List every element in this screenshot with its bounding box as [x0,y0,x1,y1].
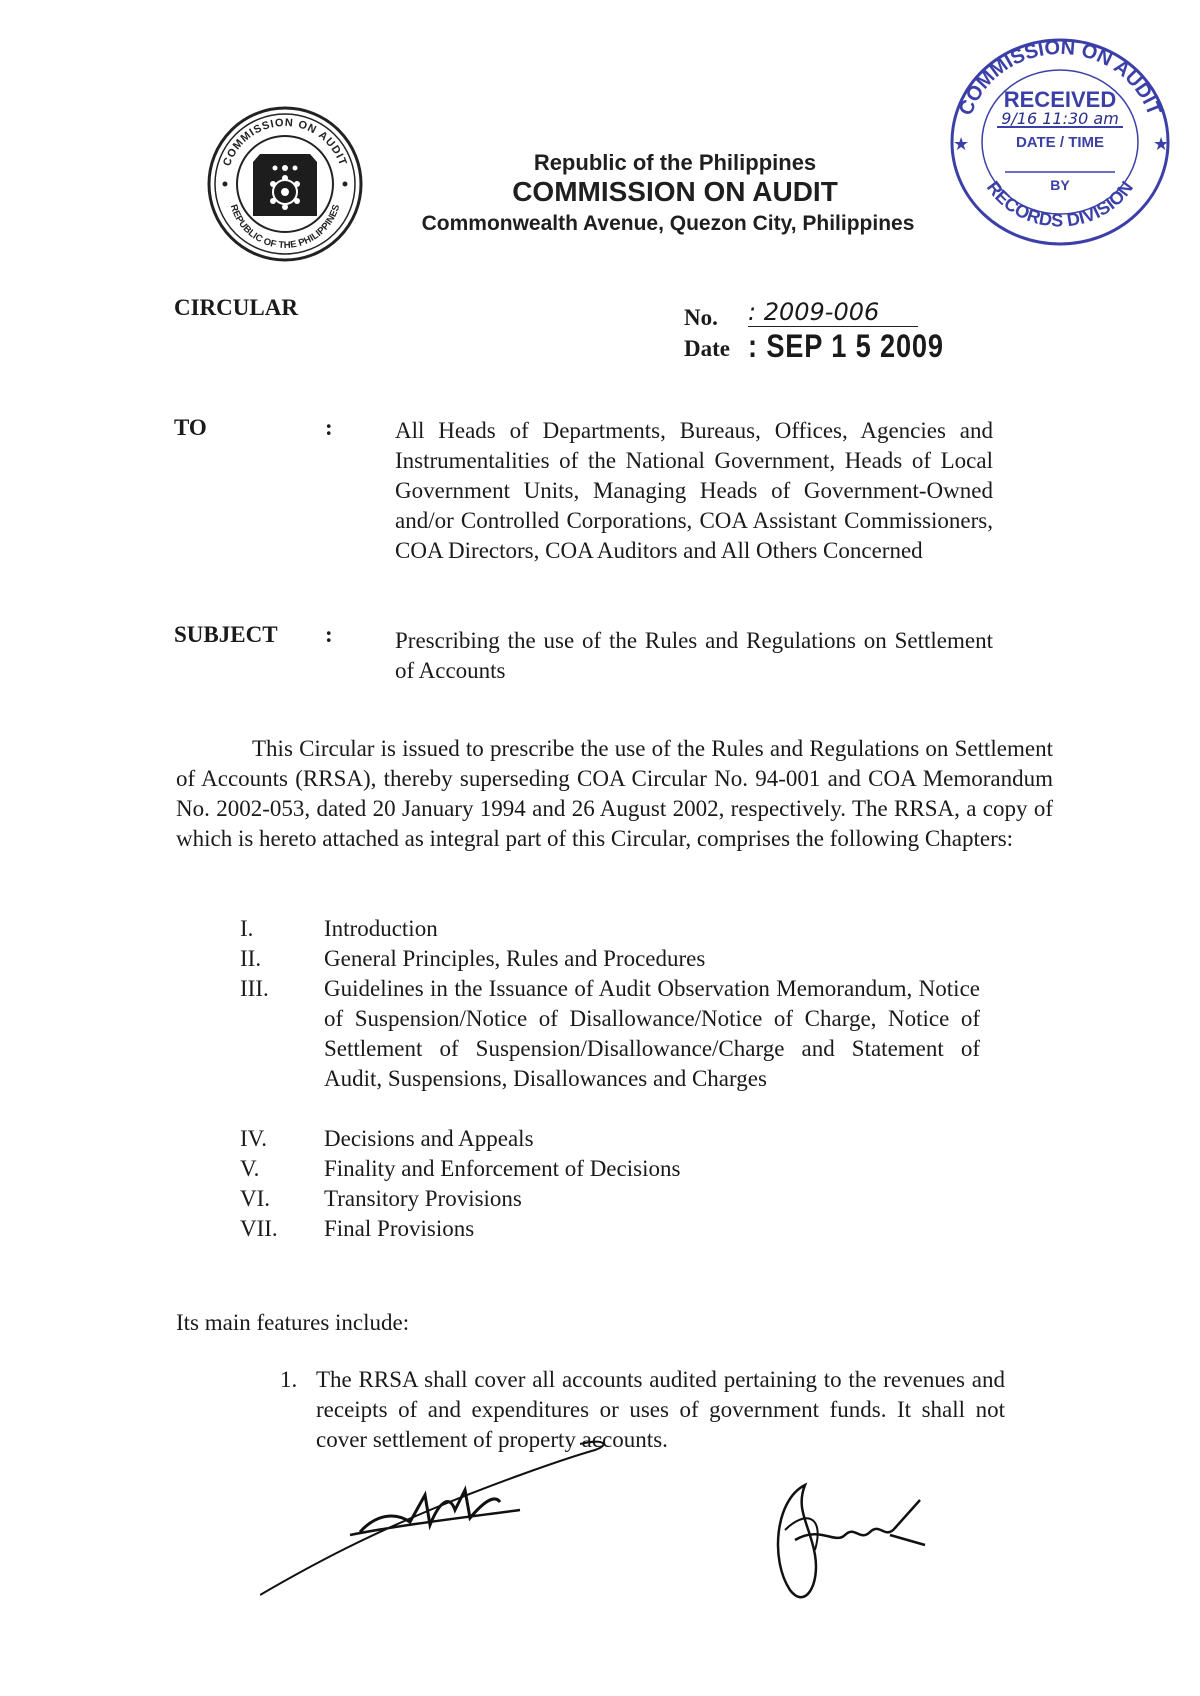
chapter-number: III. [240,976,269,1001]
coa-seal [205,104,365,264]
chapter-title: General Principles, Rules and Procedures [324,946,706,971]
chapter-title: Introduction [324,916,438,941]
chapter-title: Decisions and Appeals [324,1126,534,1151]
chapter-title: Final Provisions [324,1216,475,1241]
letterhead-address: Commonwealth Avenue, Quezon City, Philippines [421,212,915,235]
to-label: TO [174,415,207,440]
to-colon: : [325,415,333,440]
circular-label: CIRCULAR [174,295,298,320]
feature-number: 1. [280,1367,298,1392]
feature-text: The RRSA shall cover all accounts audited pertaining to the revenues and receipts of and expenditures or uses of government funds. It shall not cover settlement of property accounts. [316,1367,1005,1452]
stamp-by-label: BY [1050,177,1070,193]
chapter-item [240,914,980,944]
chapter-item [240,944,980,974]
chapter-number: VI. [240,1186,271,1211]
chapter-number: II. [240,946,262,971]
stamp-date-time-label: DATE / TIME [1015,134,1105,151]
chapter-item [240,1124,980,1154]
circular-date-value: : SEP 1 5 2009 [748,328,944,364]
signature-right-graphic [765,1470,945,1610]
seal-top-text: COMMISSION ON AUDIT [221,116,349,168]
stamp-handwritten: 9/16 11:30 am [1001,109,1119,128]
signature-left-graphic [260,1440,620,1600]
chapter-title: Finality and Enforcement of Decisions [324,1156,681,1181]
seal-graphic [205,104,365,264]
stamp-graphic [945,32,1175,252]
chapter-item [240,974,980,1124]
chapter-item [240,1184,980,1214]
circular-date-label: Date [684,336,730,361]
subject-label: SUBJECT [174,622,278,647]
svg-text:★: ★ [1153,134,1170,154]
letterhead-agency: COMMISSION ON AUDIT [512,176,838,207]
subject-text: Prescribing the use of the Rules and Regulations on Settlement of Accounts [395,628,993,683]
stamp-ring-bottom: RECORDS DIVISION [982,177,1138,231]
chapter-title: Transitory Provisions [324,1186,522,1211]
circular-no-label: No. [684,305,718,330]
chapter-title: Guidelines in the Issuance of Audit Observation Memorandum, Notice of Suspension/Notice of Disallowance/Notice of Charge, Notice of Settlement of Suspension/Disallowance/Charge and Statement of Audit, Suspensions, Disallowances and Charges [324,976,980,1091]
subject-colon: : [325,622,333,647]
chapter-number: I. [240,916,254,941]
to-recipients: All Heads of Departments, Bureaus, Offices, Agencies and Instrumentalities of the National Government, Heads of Local Government Units, Managing Heads of Government-Owned and/or Controlled Corporations, COA Assistant Commissioners, COA Directors, COA Auditors and All Others Concerned [395,418,993,563]
chapter-number: VII. [240,1216,278,1241]
received-stamp [945,32,1175,252]
letterhead-country: Republic of the Philippines [533,150,817,175]
chapter-item [240,1214,980,1244]
svg-text:★: ★ [953,134,970,154]
signature-left [260,1440,620,1600]
circular-no-value: : 2009-006 [748,298,918,327]
chapter-number: V. [240,1156,260,1181]
chapter-number: IV. [240,1126,268,1151]
stamp-ring-top: COMMISSION ON AUDIT [954,36,1166,119]
chapter-item [240,1154,980,1184]
stamp-received: RECEIVED [1003,87,1117,112]
intro-paragraph: This Circular is issued to prescribe the use of the Rules and Regulations on Settlement of Accounts (RRSA), thereby superseding COA Circular No. 94-001 and COA Memorandum No. 2002-053, dated 20 January 1994 and 26 August 2002, respectively. The RRSA, a copy of which is hereto attached as integral part of this Circular, comprises the following Chapters: [176,736,1053,851]
features-intro: Its main features include: [176,1310,410,1335]
seal-bottom-text: REPUBLIC OF THE PHILIPPINES [227,203,343,252]
signature-right [765,1470,945,1610]
